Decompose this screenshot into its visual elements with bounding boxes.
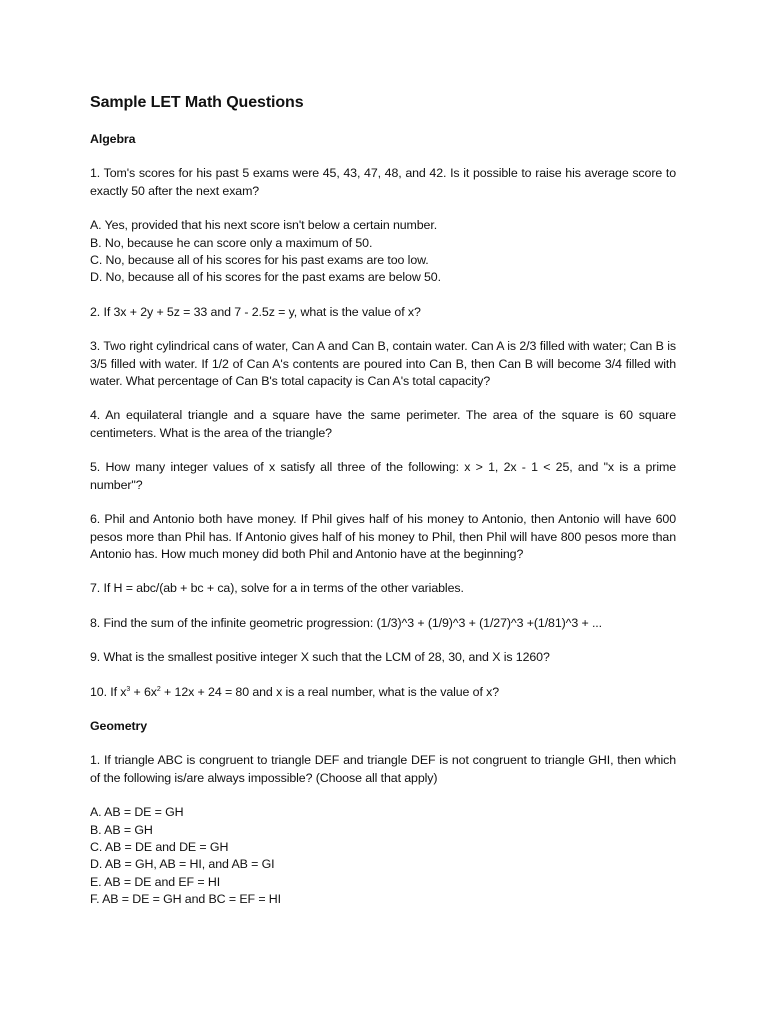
option-a: A. AB = DE = GH: [90, 805, 184, 820]
q10-exponent-2: 2: [156, 685, 161, 693]
section-heading-algebra: Algebra: [90, 132, 136, 146]
option-d: D. No, because all of his scores for the past exams are below 50.: [90, 270, 441, 285]
algebra-question-1: 1. Tom's scores for his past 5 exams were 45, 43, 47, 48, and 42. Is it possible to raise his average score to exactly 50 after the next exam?: [90, 166, 676, 198]
option-c: C. AB = DE and DE = GH: [90, 839, 229, 854]
option-f: F. AB = DE = GH and BC = EF = HI: [90, 892, 282, 907]
option-c: C. No, because all of his scores for his past exams are too low.: [90, 253, 429, 268]
section-heading-geometry: Geometry: [90, 718, 148, 733]
algebra-question-5: 5. How many integer values of x satisfy all three of the following: x > 1, 2x - 1 < 25, and "x is a prime number"?: [90, 460, 676, 492]
algebra-question-10: [90, 684, 676, 701]
algebra-question-9: 9. What is the smallest positive integer X such that the LCM of 28, 30, and X is 1260?: [90, 650, 550, 665]
algebra-question-7: 7. If H = abc/(ab + bc + ca), solve for a in terms of the other variables.: [90, 581, 464, 596]
algebra-question-3: 3. Two right cylindrical cans of water, Can A and Can B, contain water. Can A is 2/3 filled with water; Can B is 3/5 filled with water. If 1/2 of Can A's contents are poured into Can B, then Can B will become 3/4 filled with water. What percentage of Can B's total capacity is Can A's total capacity?: [90, 339, 676, 389]
option-a: A. Yes, provided that his next score isn't below a certain number.: [90, 218, 438, 233]
q10-part-2: + 6x: [130, 684, 157, 699]
q10-exponent-1: 3: [126, 685, 131, 693]
option-d: D. AB = GH, AB = HI, and AB = GI: [90, 857, 275, 872]
q10-suffix: + 12x + 24 = 80 and x is a real number, what is the value of x?: [160, 684, 500, 699]
geometry-question-1: 1. If triangle ABC is congruent to triangle DEF and triangle DEF is not congruent to triangle GHI, then which of the following is/are always impossible? (Choose all that apply): [90, 753, 676, 785]
algebra-question-4: 4. An equilateral triangle and a square have the same perimeter. The area of the square is 60 square centimeters. What is the area of the triangle?: [90, 408, 676, 440]
geometry-question-1-options: [90, 804, 676, 908]
algebra-question-8: 8. Find the sum of the infinite geometric progression: (1/3)^3 + (1/9)^3 + (1/27)^3 +(1/81)^3 + ...: [90, 615, 602, 630]
algebra-question-1-options: [90, 217, 676, 287]
option-e: E. AB = DE and EF = HI: [90, 874, 221, 889]
document-title: Sample LET Math Questions: [90, 94, 304, 111]
q10-prefix: 10. If x: [90, 684, 127, 699]
algebra-question-6: 6. Phil and Antonio both have money. If Phil gives half of his money to Antonio, then Antonio will have 600 pesos more than Phil has. If Antonio gives half of his money to Phil, then Phil will have 800 pesos more than Antonio has. How much money did both Phil and Antonio have at the beginning?: [90, 512, 676, 561]
option-b: B. No, because he can score only a maximum of 50.: [90, 235, 373, 250]
algebra-question-2: 2. If 3x + 2y + 5z = 33 and 7 - 2.5z = y, what is the value of x?: [90, 304, 421, 319]
document-page: [90, 92, 676, 926]
option-b: B. AB = GH: [90, 822, 153, 837]
